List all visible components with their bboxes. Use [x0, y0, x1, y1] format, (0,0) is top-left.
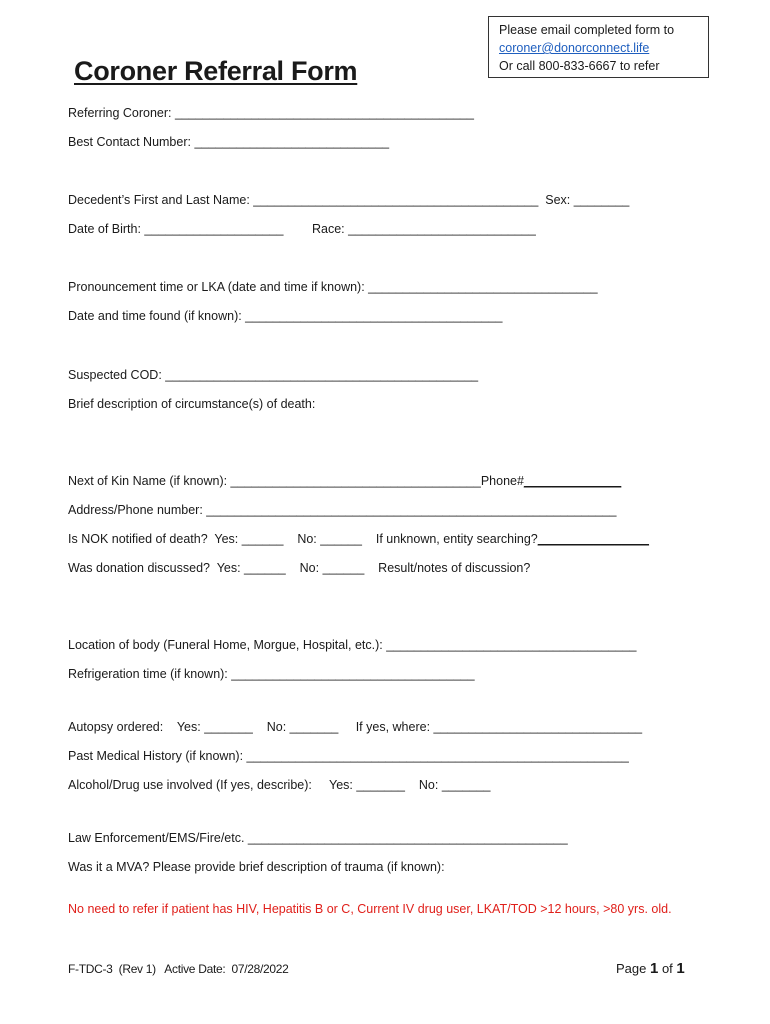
donation-discussed-field[interactable]: Was donation discussed? Yes: ______ No: ______ Result/notes of discussion? — [68, 561, 531, 575]
past-medical-history-field[interactable]: Past Medical History (if known): _______________________________________________________ — [68, 749, 629, 763]
location-of-body-field[interactable]: Location of body (Funeral Home, Morgue, Hospital, etc.): ____________________________________ — [68, 638, 637, 652]
nok-entity-blank[interactable]: ________________ — [537, 532, 649, 546]
page-number-footer — [616, 960, 685, 977]
mva-description-label: Was it a MVA? Please provide brief description of trauma (if known): — [68, 860, 445, 874]
pronouncement-time-field[interactable]: Pronouncement time or LKA (date and time if known): _________________________________ — [68, 280, 598, 294]
page-total: 1 — [676, 960, 685, 977]
next-of-kin-label: Next of Kin Name (if known): ____________________________________Phone# — [68, 474, 524, 488]
alcohol-drug-field[interactable]: Alcohol/Drug use involved (If yes, describe): Yes: _______ No: _______ — [68, 778, 491, 792]
referring-coroner-field[interactable]: Referring Coroner: ___________________________________________ — [68, 106, 474, 120]
referral-exclusion-warning: No need to refer if patient has HIV, Hepatitis B or C, Current IV drug user, LKAT/TOD >12 hours, >80 yrs. old. — [68, 902, 672, 916]
refrigeration-time-field[interactable]: Refrigeration time (if known): ___________________________________ — [68, 667, 475, 681]
form-id-footer: F-TDC-3 (Rev 1) Active Date: 07/28/2022 — [68, 962, 289, 976]
address-phone-field[interactable]: Address/Phone number: ___________________________________________________________ — [68, 503, 617, 517]
date-of-birth-field[interactable]: Date of Birth: ____________________ — [68, 222, 284, 236]
best-contact-number-field[interactable]: Best Contact Number: ____________________________ — [68, 135, 390, 149]
page-label: Page — [616, 961, 650, 976]
nok-notified-label: Is NOK notified of death? Yes: ______ No: ______ If unknown, entity searching? — [68, 532, 538, 546]
contact-notice-box — [488, 16, 709, 78]
nok-notified-field[interactable] — [68, 531, 649, 547]
page-number: 1 — [649, 960, 659, 977]
suspected-cod-field[interactable]: Suspected COD: _____________________________________________ — [68, 368, 479, 382]
law-enforcement-field[interactable]: Law Enforcement/EMS/Fire/etc. ______________________________________________ — [68, 831, 568, 845]
coroner-email-link[interactable]: coroner@donorconnect.life — [499, 41, 650, 55]
race-field[interactable]: Race: ___________________________ — [312, 222, 536, 236]
next-of-kin-phone-blank[interactable]: ______________ — [523, 474, 622, 488]
page-of-label: of — [658, 961, 677, 976]
notice-line-email-instruction: Please email completed form to — [499, 23, 675, 37]
decedent-name-sex-field[interactable]: Decedent’s First and Last Name: _________________________________________ Sex: ________ — [68, 193, 630, 207]
next-of-kin-field[interactable] — [68, 473, 621, 489]
notice-line-phone: Or call 800-833-6667 to refer — [499, 59, 660, 73]
date-time-found-field[interactable]: Date and time found (if known): _____________________________________ — [68, 309, 503, 323]
autopsy-ordered-field[interactable]: Autopsy ordered: Yes: _______ No: _______ If yes, where: ______________________________ — [68, 720, 643, 734]
brief-description-label: Brief description of circumstance(s) of death: — [68, 397, 316, 411]
page-title: Coroner Referral Form — [74, 56, 358, 86]
